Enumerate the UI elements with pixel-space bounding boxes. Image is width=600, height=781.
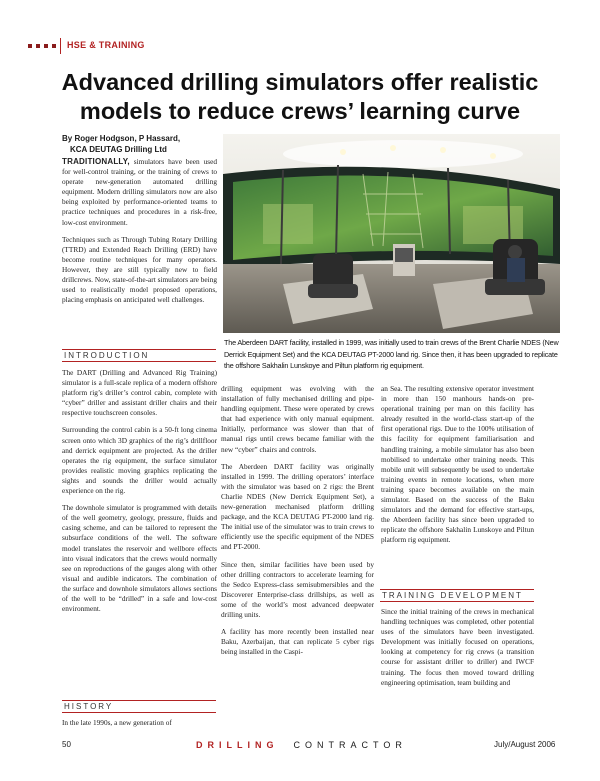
article-headline: Advanced drilling simulators offer realistic models to reduce crews’ learning curve <box>61 69 539 124</box>
col2-paragraph-4: A facility has more recently been installed near Baku, Azerbaijan, that can replicate 5 cyber rigs being installed in the Caspi- <box>221 627 374 657</box>
section-marker-dots <box>28 44 56 48</box>
issue-date: July/August 2006 <box>494 740 556 749</box>
column-3 <box>381 384 534 553</box>
page-number: 50 <box>62 740 71 749</box>
column-3-training <box>381 607 534 695</box>
history-paragraph-1: In the late 1990s, a new generation of <box>62 718 172 727</box>
column-1-history <box>62 718 217 735</box>
byline-authors: By Roger Hodgson, P Hassard, <box>62 134 181 143</box>
col2-paragraph-2: The Aberdeen DART facility was originally installed in 1999. The drilling operators’ interface with the simulator was based on 2 rigs: the Brent Charlie NDES (New Derrick Equipment Set), a new-generation mechanised platform drilling package, and the KCA DEUTAG PT-2000 land rig. The initial use of the simulator was to train crews to efficiently use the specific equipment of the NDES and PT-2000. <box>221 461 374 552</box>
intro-paragraph-1: TRADITIONALLY, simulators have been used for well-control training, or the training of crews to operate new-generation automated drilling equipment. Modern drilling simulators now are also being exploited by performance-oriented teams to practice techniques and procedures in a risk-free, low-cost environment. <box>62 157 217 227</box>
section-heading-history: HISTORY <box>62 700 216 713</box>
simulator-photo <box>223 134 560 333</box>
byline <box>62 133 222 155</box>
col3-paragraph-1: an Sea. The resulting extensive operator investment in more than 150 manhours hands-on pre-operational training per man on this facility has already resulted in the world-class start-up of the first operational rigs. Due to the 100% utilisation of this facility for equipment familiarisation and handling training, a mobile simulator has also been mobilised to undertake other training needs. This mobile unit will subsequently be used to undertake training events in remote locations, when more training space becomes available on the main simulator. Based on the success of the Baku simulators and the demand for effective start-ups, the Aberdeen facility has since been upgraded to replicate the offshore Sakhalin Lunskoye and Piltun platform rig equipment. <box>381 384 534 545</box>
simulator-room-illustration <box>223 134 560 333</box>
column-2 <box>221 384 374 664</box>
section-tag <box>60 38 145 54</box>
training-paragraph-1: Since the initial training of the crews in mechanical handling techniques was completed, other potential uses of the simulators have been investigated. Development was initially focused on operations, looking at competency for rig crews (a transition course for assistant driller to driller) and IWCF training. The focus then moved toward drilling engineering optimisation, team building and <box>381 607 534 687</box>
section-heading-training-development: TRAINING DEVELOPMENT <box>380 589 534 602</box>
section-heading-introduction: INTRODUCTION <box>62 349 216 362</box>
col2-paragraph-3: Since then, similar facilities have been used by other drilling contractors to accelerate learning for the Sedco Express-class semisubmersibles and the Discoverer Enterprise-class drillships, as well as some of the world’s most advanced deepwater drilling units. <box>221 559 374 619</box>
photo-caption: The Aberdeen DART facility, installed in 1999, was initially used to train crews of the Brent Charlie NDES (New Derrick Equipment Set) and the KCA DEUTAG PT-2000 land rig. Since then, it has been upgraded to replicate the offshore Sakhalin Lunskoye and Piltun platform rig equipment. <box>224 338 559 371</box>
intro-paragraph-2: Techniques such as Through Tubing Rotary Drilling (TTRD) and Extended Reach Drilling (ERD) have become routine techniques for many operators. However, they are still typically new to field drillcrews. Now, state-of-the-art simulators are being used to realistically model proposed operations, placing emphasis on anticipated well challenges. <box>62 234 217 305</box>
column-1-intro <box>62 157 217 312</box>
section-tag-label: HSE & TRAINING <box>67 40 145 50</box>
introduction-paragraph-3: The downhole simulator is programmed with details of the well geometry, geology, pressure, fluids and casing scheme, and can be tailored to represent the subsurface conditions of the well. The software model translates the reservoir and wellbore effects into visual indicators that the crews would normally see on reproductions of the gauges along with other visual and audible indicators. The combination of the surface and downhole simulators allows sections of the well to be “drilled” in a safe and low-cost environment. <box>62 503 217 614</box>
brand-drilling: DRILLING <box>196 740 279 750</box>
col2-paragraph-1: drilling equipment was evolving with the installation of fully mechanised drilling and pipe-handling equipment. These were operated by crews that had experience with only manual equipment. Initially, performance was slower than that of manual rigs until crews became familiar with the new “cyber” chairs and controls. <box>221 384 374 454</box>
introduction-paragraph-2: Surrounding the control cabin is a 50-ft long cinema screen onto which 3D graphics of the rig’s drillfloor and derrick equipment are projected. As the driller operates the rig equipment, the surface simulator provides realistic moving graphics replicating the sights and sounds the driller would actually experience on the rig. <box>62 425 217 496</box>
column-1-introduction <box>62 368 217 621</box>
introduction-paragraph-1: The DART (Drilling and Advanced Rig Training) simulator is a full-scale replica of a modern offshore platform rig’s driller’s control cabin, complete with “cyber” driller and assistant driller chairs and their respective touchscreen consoles. <box>62 368 217 418</box>
byline-company: KCA DEUTAG Drilling Ltd <box>70 145 167 154</box>
lead-word: TRADITIONALLY, <box>62 157 130 166</box>
brand-contractor: CONTRACTOR <box>293 740 407 750</box>
magazine-brand <box>196 740 407 750</box>
